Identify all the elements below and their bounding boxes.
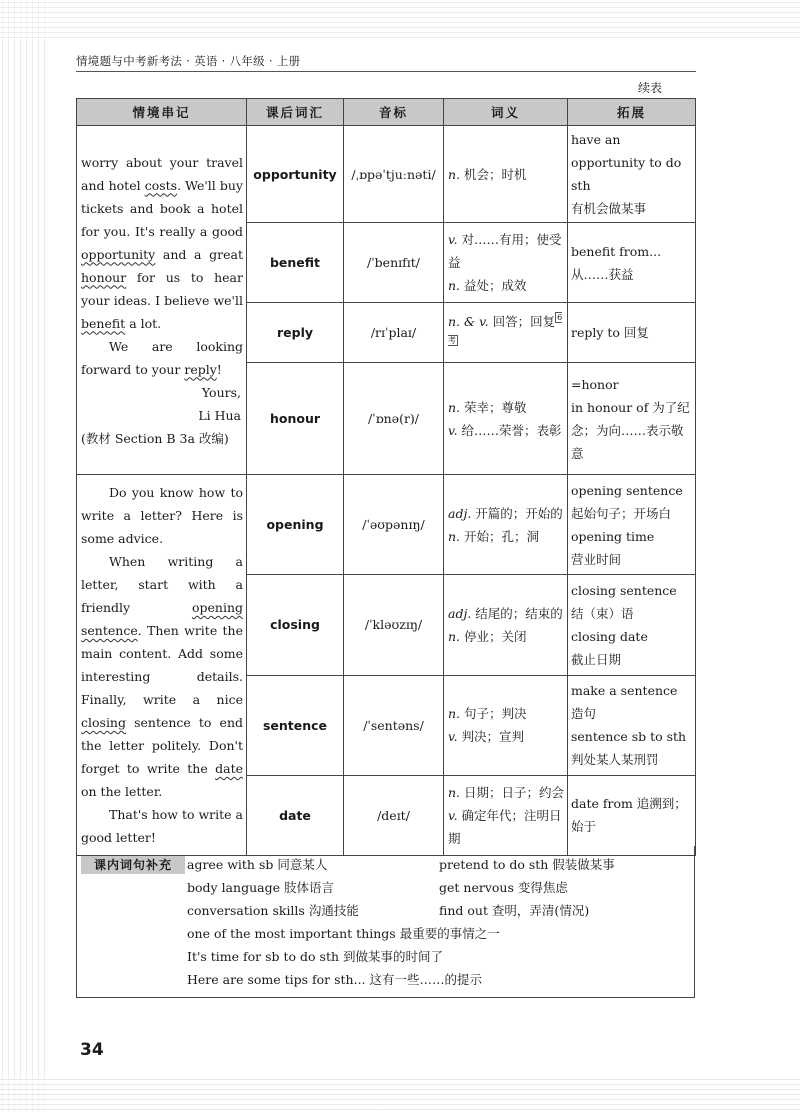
- supplement-item: It's time for sb to do sth 到做某事的时间了: [187, 949, 444, 964]
- extension: [568, 363, 696, 475]
- vocab-word: benefit: [247, 223, 344, 303]
- supplement-item: find out 查明，弄清(情况): [439, 903, 590, 918]
- context-text: for us to hear your ideas. I believe we'll: [81, 269, 243, 308]
- phonetic: /ˈəʊpənɪŋ/: [344, 475, 444, 575]
- extension-line: opening time: [571, 528, 655, 544]
- meaning-text: 益处；成效: [460, 278, 527, 293]
- meaning-text: 判决；宣判: [457, 729, 525, 745]
- table-row: [77, 126, 696, 223]
- extension-line: reply to 回复: [571, 325, 649, 340]
- source-note: (教材 Section B 3a 改编): [81, 430, 229, 446]
- part-of-speech: v.: [448, 422, 458, 438]
- supplement-item: agree with sb 同意某人: [187, 857, 328, 872]
- context-passage-1: [77, 126, 247, 475]
- part-of-speech: n.: [448, 278, 461, 293]
- meaning-text: 开篇的；开始的: [471, 505, 563, 521]
- table-header-row: [77, 99, 696, 126]
- phonetic: /rɪˈplaɪ/: [344, 303, 444, 363]
- context-text: and a great: [155, 246, 243, 262]
- highlight-word-reply: reply: [184, 361, 217, 377]
- extension: [568, 303, 696, 363]
- extension-line: 从……获益: [571, 266, 634, 282]
- context-text: worry about your travel and hotel: [81, 154, 243, 193]
- context-text: We are looking forward to your: [81, 338, 243, 377]
- part-of-speech: n. & v.: [448, 313, 489, 329]
- meaning: [444, 675, 568, 775]
- phonetic: /deɪt/: [344, 775, 444, 855]
- extension-line: make a sentence: [571, 683, 678, 699]
- continued-label: 续表: [638, 81, 663, 95]
- extension-line: benefit from...: [571, 243, 662, 259]
- letter-closing: Yours,: [201, 384, 241, 400]
- context-text: !: [216, 361, 222, 377]
- phonetic: /ˈkləʊzɪŋ/: [344, 575, 444, 675]
- extension-line: 截止日期: [571, 651, 622, 667]
- header-extension: 拓展: [568, 99, 696, 126]
- supplement-item: pretend to do sth 假装做某事: [439, 857, 615, 872]
- phonetic: /ˈbenɪfɪt/: [344, 223, 444, 303]
- extension-line: =honor: [571, 376, 619, 392]
- header-context: 情境串记: [77, 99, 247, 126]
- extension: [568, 475, 696, 575]
- part-of-speech: adj.: [448, 505, 472, 521]
- running-head: 情境题与中考新考法 · 英语 · 八年级 · 上册: [76, 54, 301, 68]
- scan-edge-bottom: [0, 1076, 800, 1112]
- header-meaning: 词义: [444, 99, 568, 126]
- supplement-box: [76, 846, 695, 998]
- meaning-text: 日期；日子；约会: [460, 784, 565, 800]
- extension: [568, 126, 696, 223]
- highlight-word-benefit: benefit: [81, 315, 126, 331]
- letter-signature: Li Hua: [198, 407, 241, 423]
- part-of-speech: n.: [448, 528, 461, 544]
- meaning: [444, 303, 568, 363]
- extension-line: sentence sb to sth: [571, 729, 687, 745]
- meaning-text: 确定年代；注明日期: [448, 807, 562, 846]
- context-text: . We'll buy tickets and book a hotel for you. It's really a good: [81, 177, 243, 239]
- extension-line: closing date: [571, 628, 648, 644]
- phonetic: /ˈsentəns/: [344, 675, 444, 775]
- extension-line: closing sentence: [571, 582, 677, 598]
- supplement-item: one of the most important things 最重要的事情之一: [187, 926, 500, 941]
- context-text: on the letter.: [81, 784, 163, 799]
- context-passage-2: [77, 475, 247, 856]
- extension-line: in honour of 为了纪念；为向……表示敬意: [571, 399, 690, 461]
- highlight-word-sentence: sentence: [81, 623, 138, 638]
- extension-line: 结（束）语: [571, 605, 634, 621]
- part-of-speech: n.: [448, 166, 461, 182]
- part-of-speech: n.: [448, 628, 461, 644]
- phonetic: /ˌɒpəˈtjuːnəti/: [344, 126, 444, 223]
- extension: [568, 675, 696, 775]
- highlight-word-costs: costs: [144, 177, 178, 193]
- meaning-text: 回答；回复: [488, 313, 556, 329]
- part-of-speech: n.: [448, 784, 461, 800]
- extension-line: 起始句子；开场白: [571, 505, 672, 521]
- meaning-text: 结尾的；结束的: [471, 605, 563, 621]
- part-of-speech: n.: [448, 399, 461, 415]
- supplement-label: 课内词句补充: [81, 856, 185, 874]
- meaning: [444, 223, 568, 303]
- extension: [568, 775, 696, 855]
- highlight-word-opportunity: opportunity: [81, 246, 156, 262]
- part-of-speech: n.: [448, 706, 461, 722]
- vocab-word: date: [247, 775, 344, 855]
- supplement-item: get nervous 变得焦虑: [439, 880, 568, 895]
- part-of-speech: v.: [448, 729, 458, 745]
- vocabulary-table: [76, 98, 696, 856]
- extension-line: date from 追溯到；始于: [571, 796, 687, 835]
- context-text: When writing a letter, start with a friendly: [81, 554, 243, 615]
- meaning-text: 停业；关闭: [460, 628, 527, 644]
- context-text: sentence to end the letter politely. Don't forget to write the: [81, 715, 243, 776]
- phonetic: /ˈɒnə(r)/: [344, 363, 444, 475]
- extension-line: have an opportunity to do sth: [571, 132, 682, 193]
- scan-edge-left: [0, 0, 48, 1112]
- supplement-item: body language 肢体语言: [187, 880, 334, 895]
- vocab-word: sentence: [247, 675, 344, 775]
- extension-line: 判处某人某刑罚: [571, 752, 659, 768]
- meaning-text: 荣幸；尊敬: [460, 399, 527, 415]
- meaning: [444, 475, 568, 575]
- meaning: [444, 363, 568, 475]
- vocab-word: opening: [247, 475, 344, 575]
- part-of-speech: v.: [448, 807, 458, 823]
- extension-line: 营业时间: [571, 551, 622, 567]
- highlight-word-opening: opening: [191, 600, 243, 615]
- table-row: [77, 475, 696, 575]
- extension: [568, 575, 696, 675]
- meaning-text: 给……荣誉；表彰: [457, 422, 562, 438]
- extension: [568, 223, 696, 303]
- meaning: [444, 575, 568, 675]
- vocab-word: opportunity: [247, 126, 344, 223]
- meaning-text: 句子；判决: [460, 706, 527, 722]
- supplement-item: conversation skills 沟通技能: [187, 903, 359, 918]
- context-text: . Then write the main content. Add some interesting details. Finally, write a nice: [81, 623, 243, 707]
- header-word: 课后词汇: [247, 99, 344, 126]
- highlight-word-closing: closing: [81, 715, 126, 730]
- meaning: [444, 775, 568, 855]
- header-rule: [76, 71, 696, 72]
- extension-line: 有机会做某事: [571, 201, 647, 216]
- meaning-text: 机会；时机: [460, 166, 527, 182]
- header-phonetic: 音标: [344, 99, 444, 126]
- part-of-speech: v.: [448, 232, 458, 247]
- vocab-word: reply: [247, 303, 344, 363]
- highlight-word-honour: honour: [81, 269, 127, 285]
- vocab-word: closing: [247, 575, 344, 675]
- meaning: [444, 126, 568, 223]
- context-text: Do you know how to write a letter? Here is some advice.: [81, 485, 243, 546]
- meaning-text: 对……有用；使受益: [448, 232, 562, 270]
- supplement-item: Here are some tips for sth... 这有一些……的提示: [187, 972, 483, 987]
- meaning-text: 开始；孔；洞: [460, 528, 540, 544]
- scan-edge-top: [0, 0, 800, 40]
- highlight-word-date: date: [215, 761, 243, 776]
- exam-count-tag: 6考: [448, 313, 563, 346]
- context-text: That's how to write a good letter!: [81, 807, 243, 845]
- extension-line: 造句: [571, 706, 597, 722]
- page-number: 34: [80, 1040, 104, 1060]
- extension-line: opening sentence: [571, 482, 683, 498]
- vocab-word: honour: [247, 363, 344, 475]
- context-text: a lot.: [125, 315, 162, 331]
- part-of-speech: adj.: [448, 605, 472, 621]
